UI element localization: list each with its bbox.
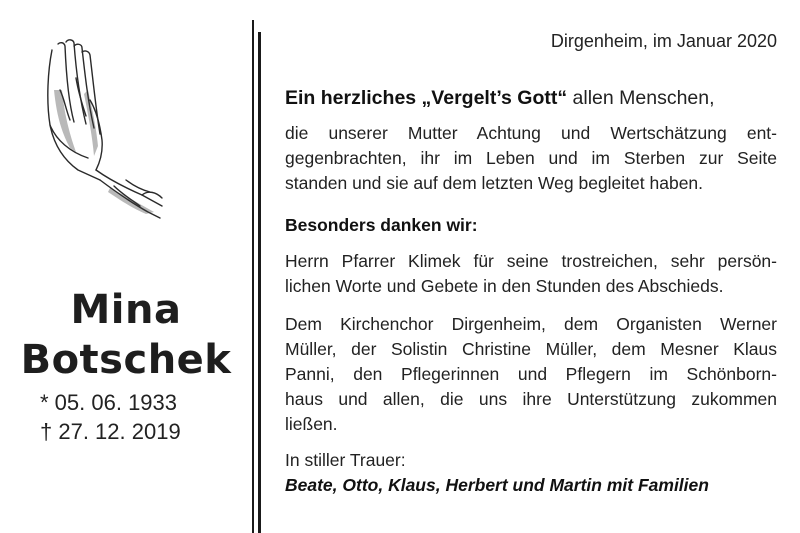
notice-text [285, 0, 777, 533]
thanks-heading-rest: allen Menschen, [572, 87, 715, 109]
place-date: Dirgenheim, im Januar 2020 [550, 31, 777, 51]
closing-line: In stiller Trauer: [285, 450, 406, 470]
praying-hands-icon [30, 30, 180, 220]
paragraph-choir [285, 312, 777, 437]
paragraph-line: lichen Worte und Gebete in den Stunden des Abschieds. [285, 276, 724, 296]
paragraph-line: haus und allen, die uns ihre Unterstützung zukommen [285, 389, 777, 409]
paragraph-line: standen und sie auf dem letzten Weg begleitet haben. [285, 173, 704, 193]
paragraph-line: Dem Kirchenchor Dirgenheim, dem Organisten Werner [285, 314, 777, 334]
paragraph-line: gegenbrachten, ihr im Leben und im Sterben zur Seite [285, 148, 777, 168]
paragraph-line: Müller, der Solistin Christine Müller, dem Mesner Klaus [285, 339, 777, 359]
paragraph-line: Herrn Pfarrer Klimek für seine trostreichen, sehr persön- [285, 251, 777, 271]
paragraph-line: Panni, den Pflegerinnen und Pflegern im Schönborn- [285, 364, 777, 384]
deceased-first-name: Mina [70, 287, 182, 333]
deceased-last-name: Botschek [20, 337, 232, 383]
left-column [0, 0, 252, 533]
divider-rules [252, 20, 266, 533]
paragraph-pastor [285, 249, 777, 299]
divider-line-thick [258, 32, 261, 533]
paragraph-line: ließen. [285, 414, 338, 434]
thanks-heading-bold: Ein herzliches „Vergelt’s Gott“ [285, 87, 568, 109]
paragraph-gratitude [285, 121, 777, 196]
family-signature: Beate, Otto, Klaus, Herbert und Martin mit Familien [285, 475, 709, 495]
paragraph-line: die unserer Mutter Achtung und Wertschätzung ent- [285, 123, 777, 143]
special-thanks-heading: Besonders danken wir: [285, 215, 478, 235]
death-date: † 27. 12. 2019 [40, 419, 181, 444]
thanks-heading [285, 87, 777, 110]
divider-line-thin [252, 20, 254, 533]
birth-date: * 05. 06. 1933 [40, 390, 178, 415]
